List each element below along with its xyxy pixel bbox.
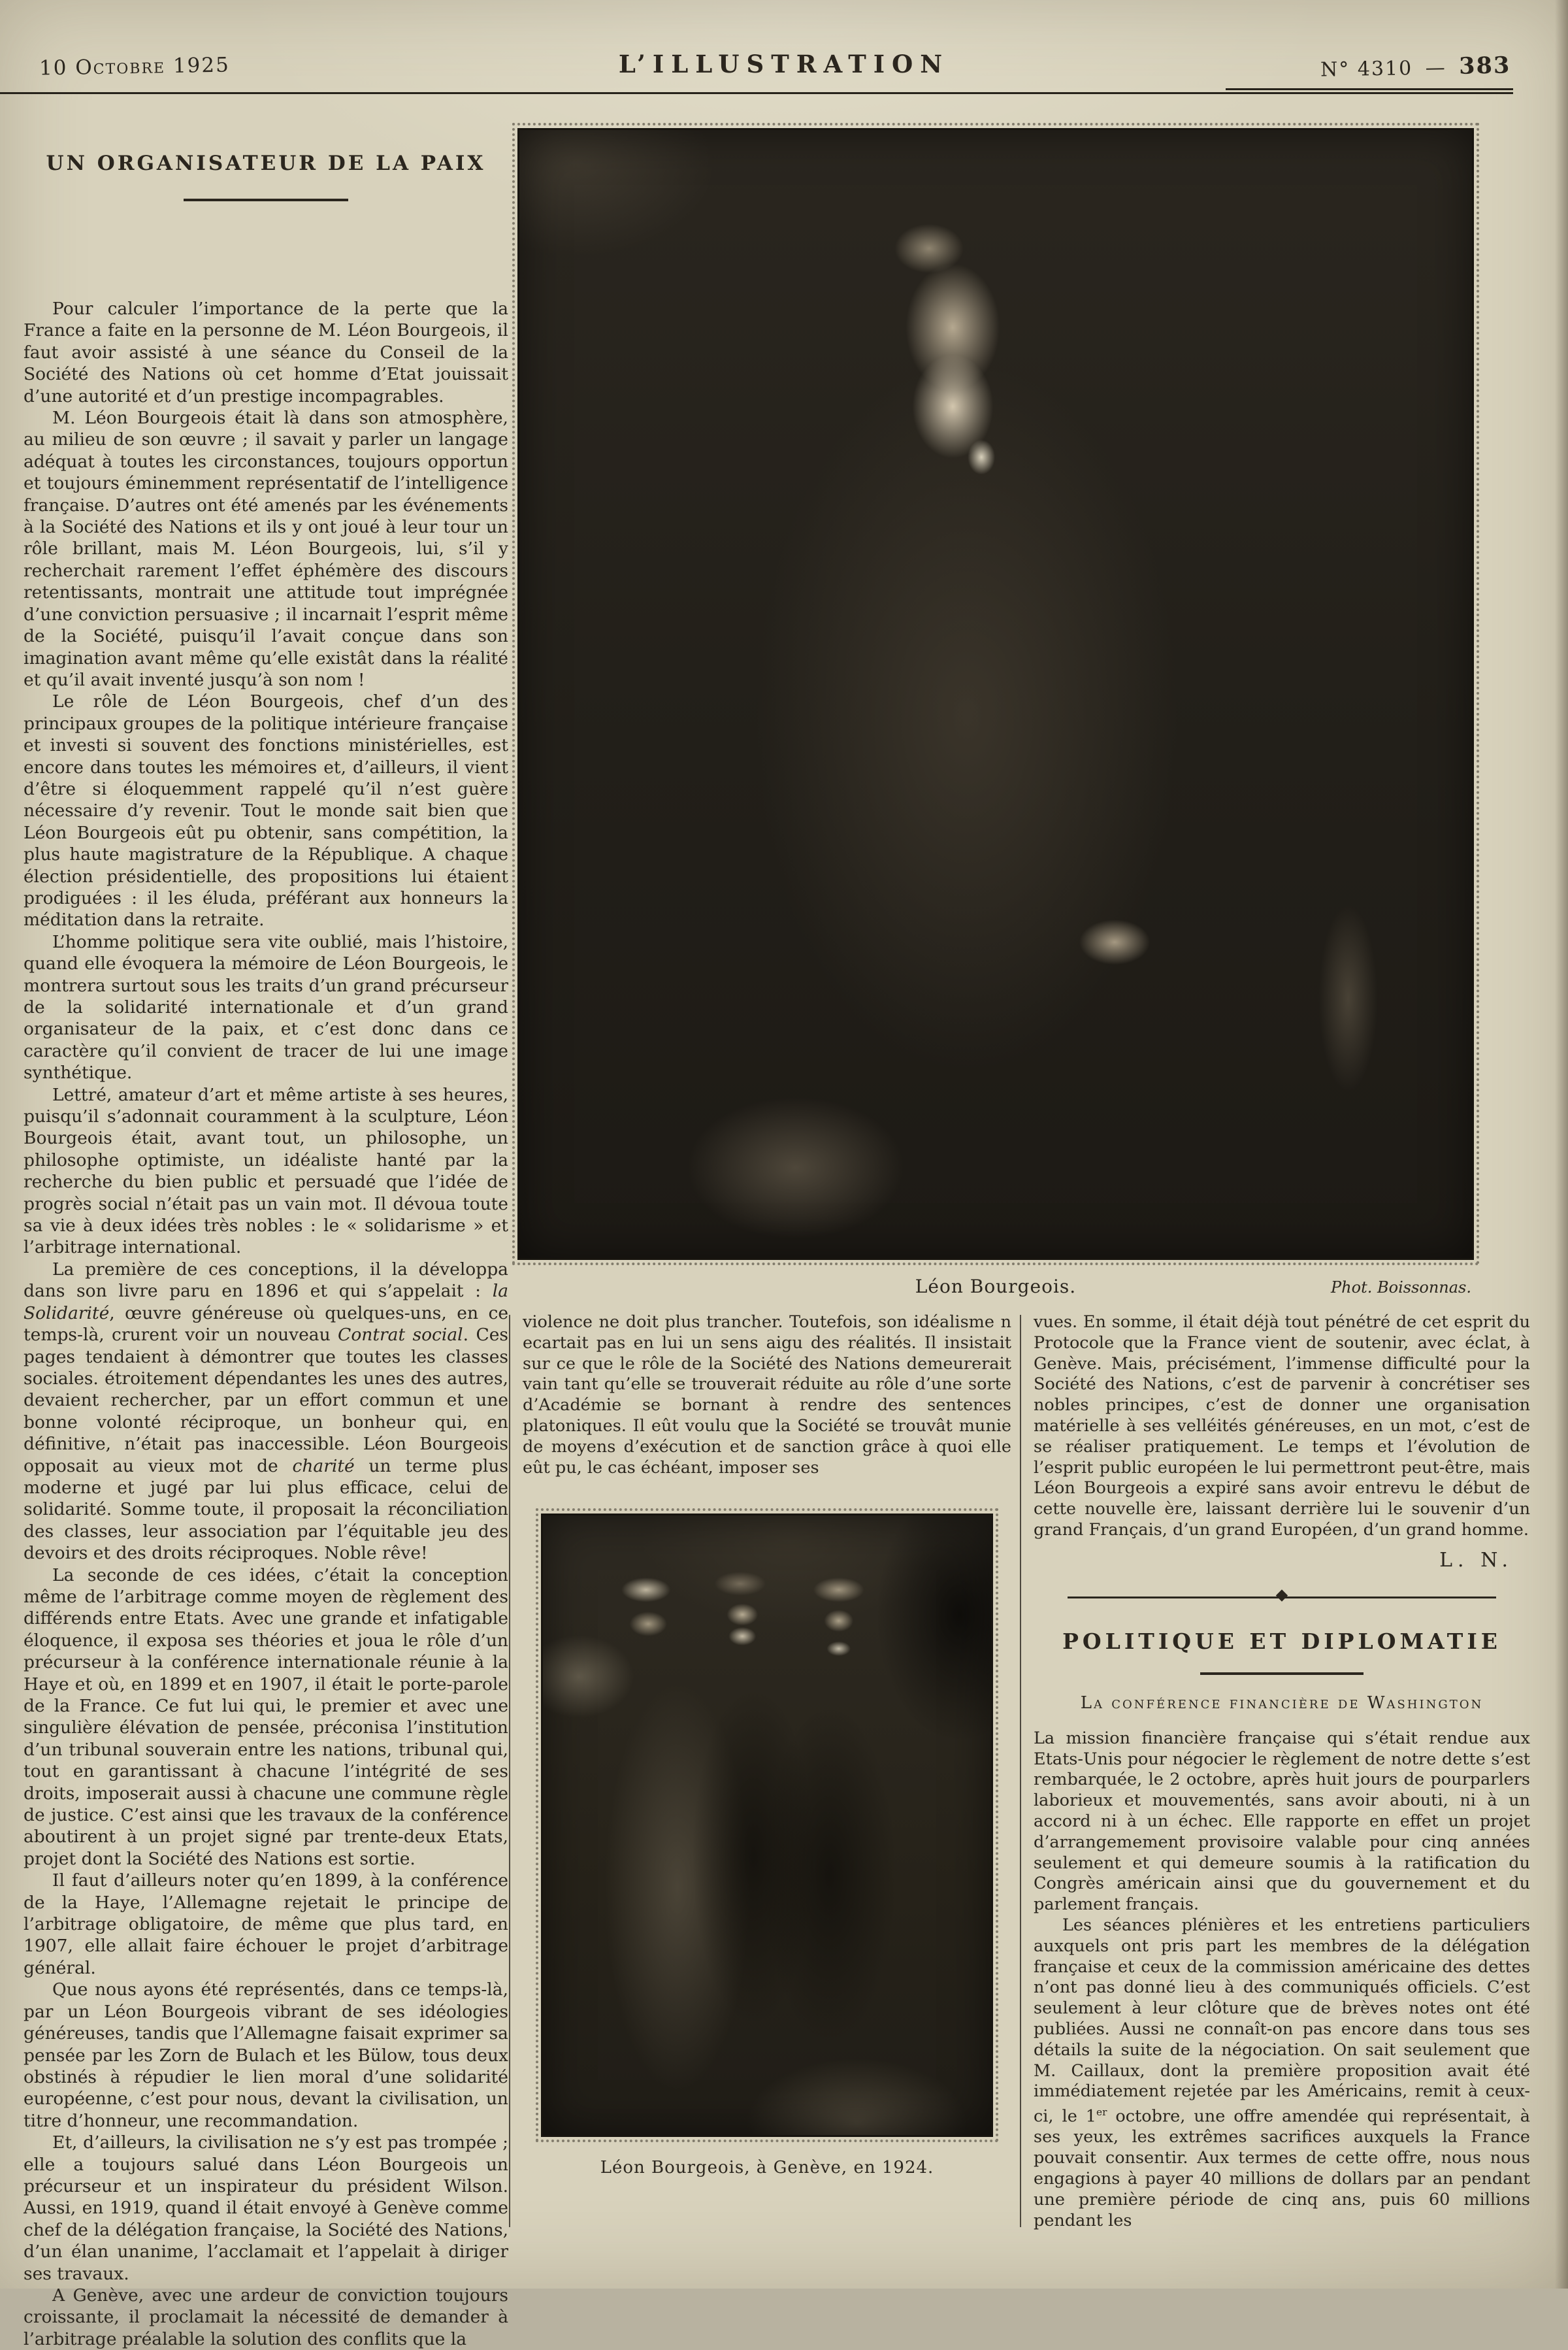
header-rule bbox=[0, 92, 1513, 94]
column-rule-right bbox=[1020, 1315, 1021, 2227]
paragraph: Et, d’ailleurs, la civilisation ne s’y est pas trompée ; elle a toujours salué dans Léon Bourgeois un précurseur et un inspirateur du président Wilson. Aussi, en 1919, quand il était envoyé à Genève comme chef de la délégation française, la Société des Nations, d’un élan unanime, l’acclamait et l’appelait à diriger ses travaux. bbox=[24, 2132, 508, 2284]
paragraph: Lettré, amateur d’art et même artiste à ses heures, puisqu’il s’adonnait couramment à la sculpture, Léon Bourgeois était, avant tout, un philosophe, un philosophe optimiste, un idéaliste hanté par la recherche du bien public et persuadé que l’idée de progrès social n’était pas un vain mot. Il dévoua toute sa vie à deux idées très nobles : le « solidarisme » et l’arbitrage international. bbox=[24, 1084, 508, 1258]
section-divider bbox=[1068, 1597, 1496, 1598]
paragraph: La première de ces conceptions, il la développa dans son livre paru en 1896 et qui s’appelait : la Solidarité, œuvre généreuse où quelques-uns, en ce temps-là, crurent voir un nouveau Contrat social. Ces pages tendaient à démontrer que toutes les classes sociales. étroitement dépendantes les unes des autres, devaient rechercher, par un effort commun et une bonne volonté réciproque, un bonheur qui, en définitive, n’était pas inaccessible. Léon Bourgeois opposait au vieux mot de charité un terme plus moderne et jugé par lui plus efficace, celui de solidarité. Somme toute, il proposait la réconciliation des classes, leur association par l’équitable jeu des devoirs et des droits réciproques. Noble rêve! bbox=[24, 1259, 509, 1564]
section-rule bbox=[1200, 1672, 1364, 1675]
article-column bbox=[24, 152, 508, 2350]
issue-no: N° 4310 bbox=[1320, 57, 1413, 82]
section-title: POLITIQUE ET DIPLOMATIE bbox=[1062, 1628, 1501, 1654]
page-number: 383 bbox=[1458, 52, 1511, 80]
group-photo-caption: Léon Bourgeois, à Genève, en 1924. bbox=[600, 2158, 934, 2178]
issue-number bbox=[1320, 52, 1511, 82]
portrait-photo bbox=[517, 128, 1474, 1260]
middle-column-text bbox=[523, 1312, 1011, 1478]
paragraph: L’homme politique sera vite oublié, mais l’histoire, quand elle évoquera la mémoire de Léon Bourgeois, le montrera surtout sous les traits d’un grand précurseur de la solidarité internationale et d’un grand organisateur de la paix, et c’est donc dans ce caractère qu’il convient de tracer de lui une image synthétique. bbox=[24, 931, 508, 1084]
masthead-title: L’ILLUSTRATION bbox=[618, 50, 950, 78]
middle-column bbox=[523, 1312, 1011, 2177]
portrait-figure bbox=[517, 128, 1474, 1303]
paragraph: vues. En somme, il était déjà tout pénétré de cet esprit du Protocole que la France vient de soutenir, avec éclat, à Genève. Mais, précisément, l’immense difficulté pour la Société des Nations, c’est de parvenir à concrétiser ses nobles principes, c’est de donner une organisation matérielle à ses velléités généreuses, en un mot, c’est de se réaliser pratiquement. Le temps et l’évolution de l’esprit public européen le lui permettront peut-être, mais Léon Bourgeois a expiré sans avoir entrevu le début de cette nouvelle ère, laissant derrière lui le souvenir d’un grand Français, d’un grand Européen, d’un grand homme. bbox=[1034, 1312, 1530, 1540]
group-photo bbox=[541, 1514, 993, 2137]
paragraph: A Genève, avec une ardeur de conviction toujours croissante, il proclamait la nécessité de demander à l’arbitrage préalable la solution des conflits que la bbox=[24, 2285, 508, 2349]
photo-credit: Phot. Boissonnas. bbox=[1331, 1278, 1471, 1297]
paragraph: Le rôle de Léon Bourgeois, chef d’un des principaux groupes de la politique intérieure française et investi si souvent des fonctions ministérielles, est encore dans toutes les mémoires et, d’ailleurs, il vient d’être si éloquemment rappelé qu’il n’est guère nécessaire d’y revenir. Tout le monde sait bien que Léon Bourgeois eût pu obtenir, sans compétition, la plus haute magistrature de la République. A chaque élection présidentielle, des propositions lui étaient prodiguées : il les éluda, préférant aux honneurs la méditation dans la retraite. bbox=[24, 691, 508, 931]
issue-separator: — bbox=[1425, 56, 1446, 80]
paragraph: La seconde de ces idées, c’était la conception même de l’arbitrage comme moyen de règlement des différends entre Etats. Avec une grande et infatigable éloquence, il exposa ses théories et joua le rôle d’un précurseur à la conférence internationale réunie à la Haye et où, en 1899 et en 1907, il était le porte-parole de la France. Ce fut lui qui, le premier et avec une singulière élévation de pensée, préconisa l’institution d’un tribunal souverain entre les nations, tribunal qui, tout en garantissant à chacune l’intégrité de ses droits, imposerait aussi à chacune une commune règle de justice. C’est ainsi que les travaux de la conférence aboutirent à un projet signé par trente-deux Etats, projet dont la Société des Nations est sortie. bbox=[24, 1564, 508, 1869]
article-body bbox=[24, 298, 508, 2350]
subsection-title: La conférence financière de Washington bbox=[1080, 1693, 1484, 1713]
issue-date: 10 Octobre 1925 bbox=[39, 53, 231, 80]
portrait-caption: Léon Bourgeois. bbox=[915, 1276, 1077, 1297]
paragraph: Pour calculer l’importance de la perte que la France a faite en la personne de M. Léon Bourgeois, il faut avoir assisté à une séance du Conseil de la Société des Nations où cet homme d’Etat jouissait d’une autorité et d’un prestige incompagrables. bbox=[24, 299, 508, 406]
paragraph: violence ne doit plus trancher. Toutefois, son idéalisme n ecartait pas en lui un sens aigu des réalités. Il insistait sur ce que le rôle de la Société des Nations demeurerait vain tant qu’elle se trouverait réduite au rôle d’une sorte d’Académie se bornant à rendre des sentences platoniques. Il eût voulu que la Société se trouvât munie de moyens d’exécution et de sanction grâce à quoi elle eût pu, le cas échéant, imposer ses bbox=[523, 1312, 1011, 1478]
paragraph: Il faut d’ailleurs noter qu’en 1899, à la conférence de la Haye, l’Allemagne rejetait le principe de l’arbitrage obligatoire, de même que plus tard, en 1907, elle allait faire échouer le projet d’arbitrage général. bbox=[24, 1870, 508, 1978]
paragraph: M. Léon Bourgeois était là dans son atmosphère, au milieu de son œuvre ; il savait y parler un langage adéquat à toutes les circonstances, toujours opportun et toujours éminemment représentatif de l’intelligence française. D’autres ont été amenés par les événements à la Société des Nations et ils y ont joué à leur tour un rôle brillant, mais M. Léon Bourgeois, lui, s’il y recherchait rarement l’effet éphémère des discours retentissants, montrait une attitude tout imprégnée d’une conviction persuasive ; il incarnait l’esprit même de la Société, puisqu’il l’avait conçue dans son imagination avant même qu’elle existât dans la réalité et qu’il avait inventé jusqu’à son nom ! bbox=[24, 408, 508, 690]
paragraph: Que nous ayons été représentés, dans ce temps-là, par un Léon Bourgeois vibrant de ses idéologies généreuses, tandis que l’Allemagne faisait exprimer sa pensée par les Zorn de Bulach et les Bülow, tous deux obstinés à répudier le lien moral d’une solidarité européenne, c’est pour nous, devant la civilisation, un titre d’honneur, une recommandation. bbox=[24, 1979, 508, 2131]
article-title: UN ORGANISATEUR DE LA PAIX bbox=[46, 152, 486, 175]
author-initials: L. N. bbox=[1439, 1548, 1513, 1572]
paragraph: La mission financière française qui s’était rendue aux Etats-Unis pour négocier le règlement de notre dette s’est rembarquée, le 2 octobre, après huit jours de pourparlers laborieux et mouvementés, sans avoir abouti, ni à un accord ni à un échec. Elle rapporte en effet un projet d’arrangemement provisoire valable pour cinq années seulement et qui demeure soumis à la ratification du Congrès américain ainsi que du gouvernement et du parlement français. bbox=[1034, 1728, 1530, 1915]
scan-edge-shadow bbox=[1555, 0, 1568, 2289]
right-column bbox=[1034, 1312, 1530, 2231]
portrait-caption-row bbox=[517, 1276, 1474, 1303]
paragraph: Les séances plénières et les entretiens particuliers auxquels ont pris part les membres de la délégation française et ceux de la commission américaine des dettes n’ont pas donné lieu à des communiqués officiels. C’est seulement à leur clôture que de brèves notes ont été publiées. Aussi ne connaît-on pas encore dans tous ses détails la suite de la négociation. On sait seulement que M. Caillaux, dont la première proposition avait été immédiatement rejetée par les Américains, remit à ceux-ci, le 1er octobre, une offre amendée qui représentait, à ses yeux, les extrêmes sacrifices auxquels la France pouvait consentir. Aux termes de cette offre, nous nous engagions à payer 40 millions de dollars par an pendant une première période de cinq ans, puis 60 millions pendant les bbox=[1034, 1915, 1530, 2230]
title-rule bbox=[184, 199, 348, 201]
right-column-body bbox=[1034, 1729, 1530, 2232]
right-column-top-text bbox=[1034, 1312, 1530, 1541]
group-photo-figure bbox=[541, 1514, 993, 2177]
column-rule-left bbox=[509, 1315, 510, 2227]
